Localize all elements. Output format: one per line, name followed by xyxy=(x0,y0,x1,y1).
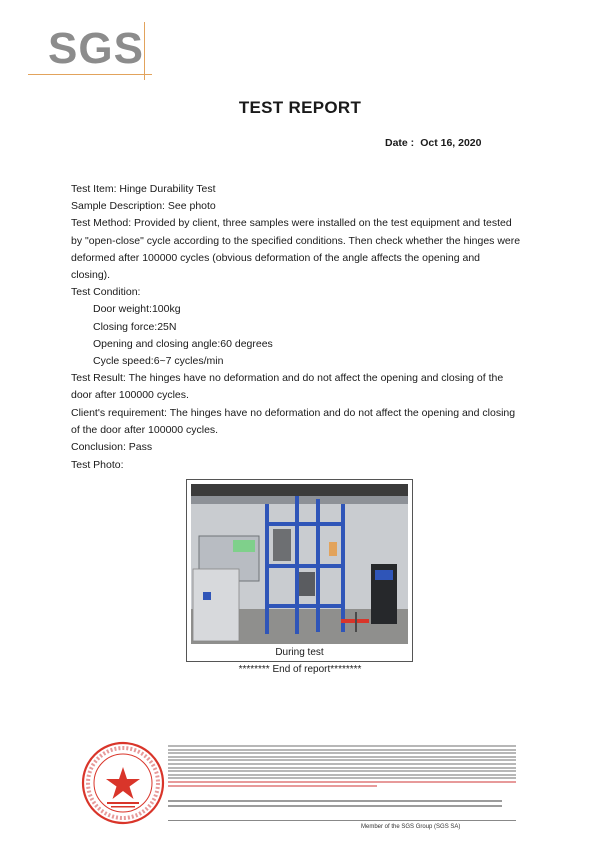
test-photo xyxy=(191,484,408,644)
condition-door-weight: Door weight:100kg xyxy=(93,303,181,316)
logo-vertical-rule xyxy=(144,22,145,80)
date-value: Oct 16, 2020 xyxy=(420,137,482,149)
report-date xyxy=(385,137,487,149)
condition-angle: Opening and closing angle:60 degrees xyxy=(93,337,273,350)
sgs-logo-text: SGS xyxy=(48,24,144,73)
footer-rule xyxy=(168,820,516,821)
ceiling xyxy=(191,484,408,496)
sample-description: Sample Description: See photo xyxy=(71,200,216,213)
test-photo-label: Test Photo: xyxy=(71,459,124,471)
legal-fine-print xyxy=(168,745,516,805)
date-label: Date : xyxy=(385,137,415,149)
ceiling-band xyxy=(191,496,408,504)
photo-caption: During test xyxy=(275,647,324,658)
rig-bar-3 xyxy=(265,604,345,608)
test-condition-heading: Test Condition: xyxy=(71,286,141,299)
sgs-seal-stamp xyxy=(80,740,166,826)
end-of-report: ******** End of report******** xyxy=(238,664,362,675)
controller-screen xyxy=(375,570,393,580)
rig-bar-2 xyxy=(265,564,345,568)
address-fine-print xyxy=(168,800,516,820)
report-title: TEST REPORT xyxy=(238,98,362,117)
client-requirement: Client's requirement: The hinges have no deformation and do not affect the opening and closing of the door after 100000 cycles. xyxy=(71,406,516,436)
sgs-logo xyxy=(28,22,158,82)
test-item: Test Item: Hinge Durability Test xyxy=(71,183,216,195)
report-body xyxy=(71,181,521,456)
rig-door-panel xyxy=(273,529,291,561)
cabinet xyxy=(193,569,239,641)
member-of-sgs-group: Member of the SGS Group (SGS SA) xyxy=(361,824,461,830)
test-result: Test Result: The hinges have no deformation and do not affect the opening and closing of the door after 100000 cycles. xyxy=(71,372,504,402)
rig-mechanism xyxy=(299,572,315,596)
exit-sign xyxy=(233,540,255,552)
logo-horizontal-rule xyxy=(28,74,152,75)
test-photo-frame xyxy=(186,479,413,662)
test-method: Test Method: Provided by client, three samples were installed on the test equipment and tested by "open-close" cycle according to the specified conditions. Then check whether the hinges were deformed after 100000 cycles (obvious deformation of the angle affects the opening and closing). xyxy=(71,217,521,282)
barrier-post xyxy=(355,612,357,632)
rig-weight xyxy=(329,542,337,556)
condition-cycle-speed: Cycle speed:6~7 cycles/min xyxy=(93,355,224,368)
rig-bar-1 xyxy=(265,522,345,526)
condition-closing-force: Closing force:25N xyxy=(93,320,177,333)
conclusion: Conclusion: Pass xyxy=(71,441,153,454)
cabinet-label xyxy=(203,592,211,600)
